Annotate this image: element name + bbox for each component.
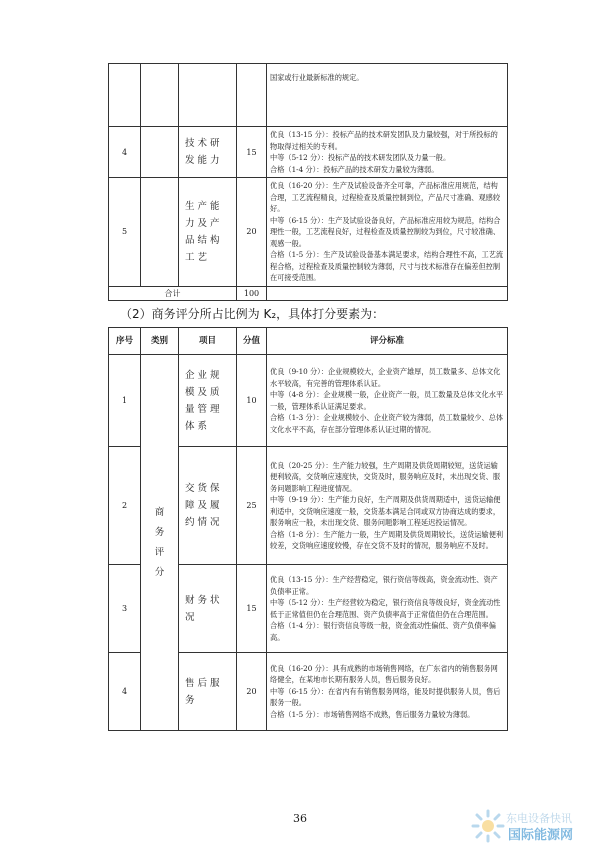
criteria-line: 优良（16-20 分）：具有成熟的市场销售网络，在广东省内的销售服务网络健全，在某地市长期有服务人员，售后服务良好。 <box>270 663 498 685</box>
criteria-line: 合格（1-8 分）：生产能力一般，生产周期及供货周期较长，送货运输便利较差，交货响应速度较慢，存在交货不及时的情况，服务响应不及时。 <box>270 529 504 550</box>
page-number: 36 <box>293 812 307 825</box>
row-number: 5 <box>109 178 141 287</box>
criteria-line: 中等（5-12 分）：投标产品的技术研发团队及力量一般。 <box>270 153 451 162</box>
watermark-logo-icon <box>470 808 506 844</box>
section-caption: （2）商务评分所占比例为 K₂，具体打分要素为： <box>120 307 385 321</box>
header-criteria: 评分标准 <box>267 328 508 355</box>
criteria-line: 中等（4-8 分）：企业规模一般，企业资产一般，员工数量及总体文化水平一般，管理体系认证满足要求。 <box>270 390 504 411</box>
technical-score-table <box>108 63 508 301</box>
criteria-line: 优良（16-20 分）：生产及试验设备齐全可靠，产品标准应用规范，结构合理，工艺流程精良，过程检查及质量控制到位，产品尺寸准确、观感较好。 <box>270 181 501 213</box>
row-item: 售后服务 <box>179 653 237 731</box>
criteria-line: 中等（6-15 分）：生产及试验设备良好，产品标准应用较为规范，结构合理性一般，工艺流程良好，过程检查及质量控制较为到位，尺寸较准确、观感一般。 <box>270 215 501 248</box>
table-row <box>109 178 508 287</box>
criteria-cell <box>267 127 508 178</box>
table-row <box>109 355 508 447</box>
criteria-line: 优良（13-15 分）：生产经营稳定，银行资信等级高，资金流动性、资产负债率正常。 <box>270 575 498 596</box>
table-header-row <box>109 328 508 355</box>
row-item: 财务状况 <box>179 565 237 653</box>
category-label: 商务评分 <box>154 506 165 578</box>
criteria-cell <box>267 447 508 565</box>
criteria-line: 中等（9-19 分）：生产能力良好，生产周期及供货周期适中，送货运输便利适中，交货响应速度一般，交货基本满足合同或双方协商达成的要求，服务响应一般，未出现交货、服务问题影响工程延迟投运情况。 <box>270 495 501 527</box>
criteria-cell <box>267 355 508 447</box>
header-score: 分值 <box>237 328 267 355</box>
criteria-line: 中等（5-12 分）：生产经营较为稳定，银行资信良等级良好，资金流动性低于正常值但仍在合理范围、资产负债率高于正常值但仍在合理范围。 <box>270 598 501 619</box>
criteria-cell: 国家或行业最新标准的规定。 <box>267 64 508 127</box>
row-number: 4 <box>109 127 141 178</box>
criteria-line: 优良（9-10 分）：企业规模较大，企业资产雄厚，员工数量多、总体文化水平较高，有完善的管理体系认证。 <box>270 367 501 388</box>
row-score: 15 <box>237 127 267 178</box>
row-item: 企业规模及质量管理体系 <box>179 355 237 447</box>
watermark-line1: 东电设备快讯 <box>506 812 572 825</box>
header-no: 序号 <box>109 328 141 355</box>
watermark <box>470 808 600 844</box>
criteria-line: 合格（1-4 分）：投标产品的技术研发力量较为薄弱。 <box>270 164 439 174</box>
table-row <box>109 64 508 127</box>
business-score-table <box>108 327 508 731</box>
criteria-cell <box>267 178 508 287</box>
table-row <box>109 127 508 178</box>
row-number: 2 <box>109 447 141 565</box>
row-score: 25 <box>237 447 267 565</box>
criteria-line: 优良（20-25 分）：生产能力较强，生产周期及供货周期较短，送货运输便利较高，交货响应速度快，交货及时，服务响应及时，未出现交货、服务问题影响工程进度情况。 <box>270 460 501 493</box>
criteria-line: 中等（6-15 分）：在省内有有销售服务网络，能及时提供服务人员，售后服务一般。 <box>270 686 501 708</box>
criteria-line: 合格（1-4 分）：银行资信良等级一般，资金流动性偏低、资产负债率偏高。 <box>270 621 496 642</box>
criteria-line: 合格（1-3 分）：企业规模较小、企业资产较为薄弱，员工数量较少、总体文化水平不高，存在部分管理体系认证过期的情况。 <box>270 413 504 434</box>
row-item: 交货保障及履约情况 <box>179 447 237 565</box>
row-score: 20 <box>237 653 267 731</box>
criteria-line: 合格（1-5 分）：市场销售网络不成熟，售后服务力量较为薄弱。 <box>270 709 475 719</box>
watermark-line2: 国际能源网 <box>508 828 574 843</box>
criteria-line: 合格（1-5 分）：生产及试验设备基本满足要求，结构合理性不高，工艺流程合格，过程检查及质量控制较为薄弱，尺寸与技术标准存在偏差但控制在可接受范围。 <box>270 250 504 282</box>
row-item: 技术研发能力 <box>179 127 237 178</box>
row-item: 生产能力及产品结构工艺 <box>179 178 237 287</box>
row-number: 1 <box>109 355 141 447</box>
category-cell <box>141 355 179 731</box>
row-score: 20 <box>237 178 267 287</box>
criteria-cell <box>267 653 508 731</box>
row-score: 15 <box>237 565 267 653</box>
criteria-line: 优良（13-15 分）：投标产品的技术研发团队及力量较强，对于所投标的物取得过相关的专利。 <box>270 130 498 151</box>
criteria-cell <box>267 565 508 653</box>
row-number: 3 <box>109 565 141 653</box>
row-score: 10 <box>237 355 267 447</box>
total-value: 100 <box>237 286 267 300</box>
header-item: 项目 <box>179 328 237 355</box>
total-label: 合计 <box>109 286 237 300</box>
total-row <box>109 286 508 300</box>
row-number: 4 <box>109 653 141 731</box>
header-category: 类别 <box>141 328 179 355</box>
